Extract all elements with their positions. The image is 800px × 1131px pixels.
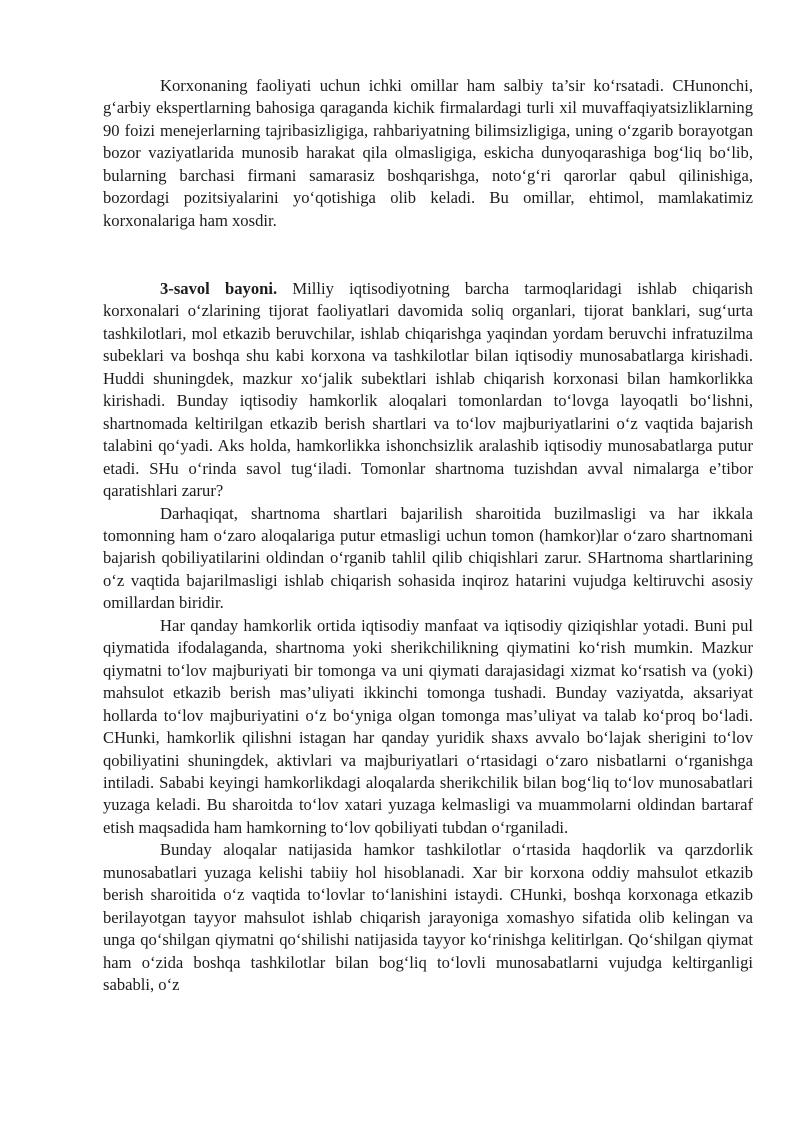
paragraph: Bunday aloqalar natijasida hamkor tashkilotlar o‘rtasida haqdorlik va qarzdorlik munosabatlari yuzaga kelishi tabiiy hol hisoblanadi. Xar bir korxona oddiy mahsulot etkazib berish sharoitida o‘z vaqtida to‘lovlar to‘lanishini istaydi. CHunki, boshqa korxonaga etkazib berilayotgan tayyor mahsulot ishlab chiqarish jarayoniga xomashyo sifatida olib kelingan va unga qo‘shilgan qiymatni qo‘shilishi natijasida tayyor ko‘rinishga kelitirlgan. Qo‘shilgan qiymat ham o‘zida boshqa tashkilotlar bilan bog‘liq to‘lovli munosabatlarni vujudga keltirganligi sababli, o‘z [103, 840, 753, 995]
section-3-block [103, 278, 753, 997]
paragraph: Korxonaning faoliyati uchun ichki omillar ham salbiy ta’sir ko‘rsatadi. CHunonchi, g‘arbiy ekspertlarning bahosiga qaraganda kichik firmalardagi turli xil muvaffaqiyatsizliklarning 90 foizi menejerlarning tajribasizligiga, rahbariyatning bilimsizligiga, uning o‘zgarib borayotgan bozor vaziyatlarida munosib harakat qila olmasligiga, eskicha dunyoqarashiga bog‘liq bo‘lib, bularning barchasi firmani samarasiz boshqarishga, noto‘g‘ri qarorlar qabul qilinishiga, bozordagi pozitsiyalarini yo‘qotishiga olib keladi. Bu omillar, ehtimol, mamlakatimiz korxonalariga ham xosdir. [103, 76, 753, 230]
section-intro-paragraph [103, 278, 753, 503]
text-block-top [103, 75, 753, 232]
section-heading: 3-savol bayoni. [160, 279, 278, 298]
section-intro-text: Milliy iqtisodiyotning barcha tarmoqlaridagi ishlab chiqarish korxonalari o‘zlarining tijorat faoliyatlari davomida soliq organlari, tijorat banklari, sug‘urta tashkilotlari, mol etkazib beruvchilar, ishlab chiqarishga yaqindan yordam beruvchi infratuzilma subeklari va boshqa shu kabi korxona va tashkilotlar bilan iqtisodiy munosabatlarga kirishadi. Huddi shuningdek, mazkur xo‘jalik subektlari ishlab chiqarish korxonasi bilan hamkorlikka kirishadi. Bunday iqtisodiy hamkorlik aloqalari tomonlardan to‘lovga layoqatli bo‘lishni, shartnomada keltirilgan etkazib berish shartlari va to‘lov majburiyatlarini o‘z vaqtida bajarish talabini qo‘yadi. Aks holda, hamkorlikka ishonchsizlik aralashib iqtisodiy munosabatlarga putur etadi. SHu o‘rinda savol tug‘iladi. Tomonlar shartnoma tuzishdan avval nimalarga e’tibor qaratishlari zarur? [103, 279, 753, 501]
paragraph: Har qanday hamkorlik ortida iqtisodiy manfaat va iqtisodiy qiziqishlar yotadi. Buni pul qiymatida ifodalaganda, shartnoma yoki sherikchilikning qiymatini ko‘rish mumkin. Mazkur qiymatni to‘lov majburiyati bir tomonga va uni qiymati darajasidagi xizmat ko‘rsatish va (yoki) mahsulot etkazib berish mas’uliyati ikkinchi tomonga tushadi. Bunday vaziyatda, aksariyat hollarda to‘lov majburiyatini o‘z bo‘yniga olgan tomonga mas’uliyat va talab ko‘proq bo‘ladi. CHunki, hamkorlik qilishni istagan har qanday yuridik shaxs avvalo bo‘lajak sherigini to‘lov qobiliyatini shuningdek, aktivlari va majburiyatlari o‘rtasidagi o‘zaro nisbatlarni o‘rganishga intiladi. Sababi keyingi hamkorlikdagi aloqalarda sherikchilik bilan bog‘liq to‘lov munosabatlari yuzaga keladi. Bu sharoitda to‘lov xatari yuzaga kelmasligi va muammolarni oldindan bartaraf etish maqsadida ham hamkorning to‘lov qobiliyati tubdan o‘rganiladi. [103, 615, 753, 837]
paragraph: Darhaqiqat, shartnoma shartlari bajarilish sharoitida buzilmasligi va har ikkala tomonning ham o‘zaro aloqalariga putur etmasligi uchun tomon (hamkor)lar o‘zaro shartnomani bajarish qobiliyatilarini oldindan o‘rganib tahlil qilib chiqishlari zarur. SHartnoma shartlarining o‘z vaqtida bajarilmasligi ishlab chiqarish sohasida inqiroz hatarini vujudga keltiruvchi asosiy omillardan biridir. [103, 503, 753, 613]
